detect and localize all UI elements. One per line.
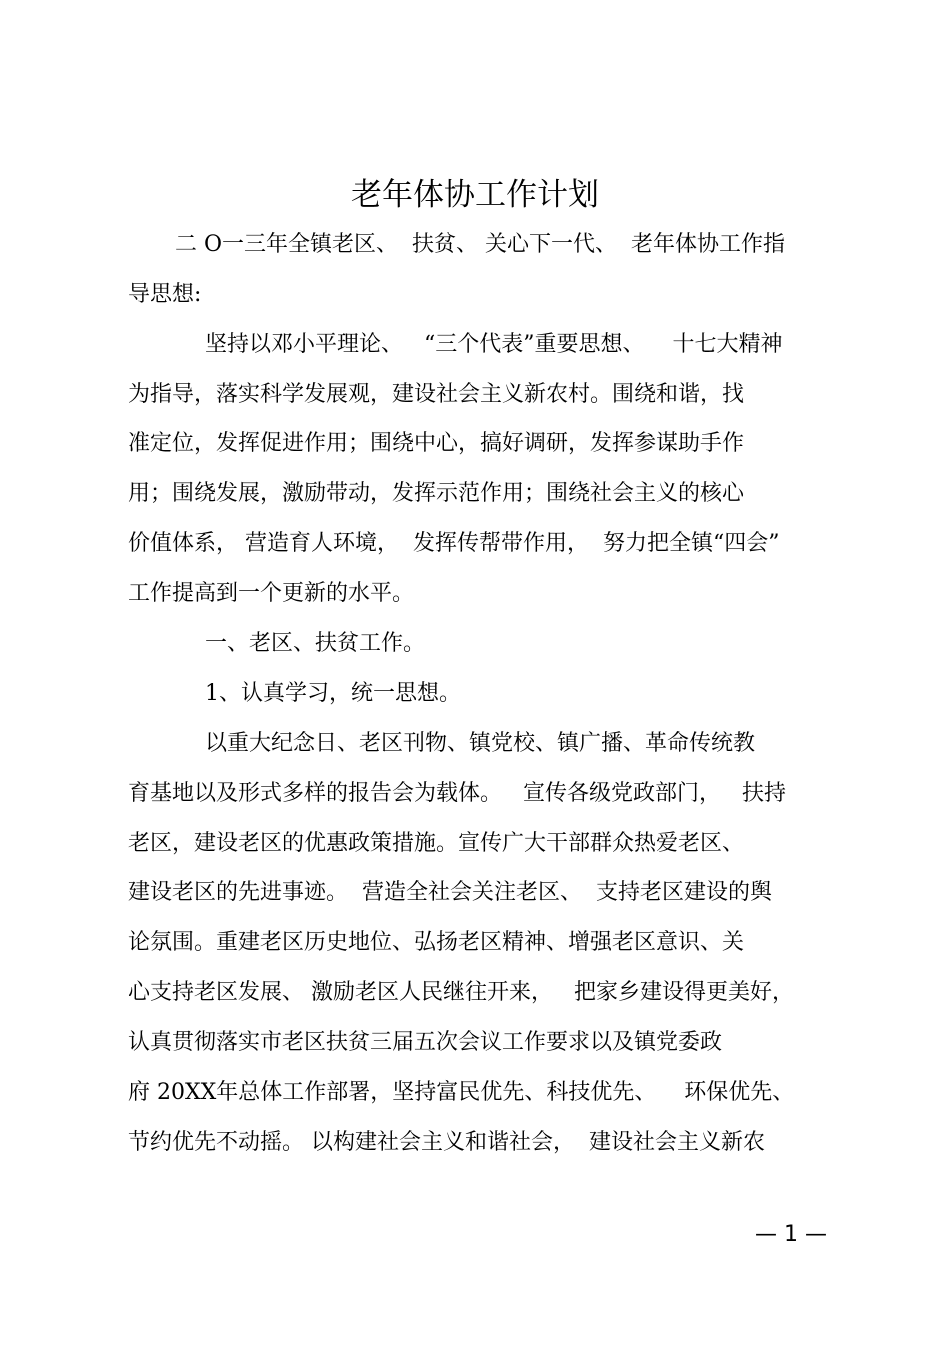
body-line-16: 心支持老区发展、 激励老区人民继往开来， 把家乡建设得更美好， (128, 980, 794, 1005)
body-line-7: 价值体系， 营造育人环境， 发挥传帮带作用， 努力把全镇“四会” (128, 531, 780, 556)
body-line-6: 用；围绕发展，激励带动，发挥示范作用；围绕社会主义的核心 (128, 481, 745, 506)
document-title: 老年体协工作计划 (351, 177, 599, 213)
body-line-5: 准定位，发挥促进作用；围绕中心，搞好调研，发挥参谋助手作 (128, 431, 745, 456)
body-line-14: 建设老区的先进事迹。 营造全社会关注老区、 支持老区建设的舆 (128, 880, 772, 905)
body-line-18: 府 20XX年总体工作部署，坚持富民优先、科技优先、 环保优先、 (128, 1080, 795, 1105)
body-line-8: 工作提高到一个更新的水平。 (128, 581, 415, 606)
page-number: — 1 — (755, 1222, 827, 1247)
body-line-13: 老区，建设老区的优惠政策措施。宣传广大干部群众热爱老区、 (128, 831, 745, 856)
body-line-2: 导思想: (128, 282, 202, 307)
body-line-4: 为指导，落实科学发展观，建设社会主义新农村。围绕和谐，找 (128, 382, 745, 407)
subsection-heading-1: 1、认真学习，统一思想。 (205, 681, 461, 706)
body-line-19: 节约优先不动摇。 以构建社会主义和谐社会， 建设社会主义新农 (128, 1130, 765, 1155)
body-line-17: 认真贯彻落实市老区扶贫三届五次会议工作要求以及镇党委政 (128, 1030, 723, 1055)
body-line-11: 以重大纪念日、老区刊物、镇党校、镇广播、革命传统教 (205, 731, 756, 756)
body-line-15: 论氛围。重建老区历史地位、弘扬老区精神、增强老区意识、关 (128, 930, 745, 955)
body-line-1: 二 O一三年全镇老区、 扶贫、 关心下一代、 老年体协工作指 (175, 232, 785, 257)
body-line-3: 坚持以邓小平理论、 “三个代表”重要思想、 十七大精神 (205, 332, 783, 357)
section-heading-1: 一、老区、扶贫工作。 (205, 631, 426, 656)
body-line-12: 育基地以及形式多样的报告会为载体。 宣传各级党政部门， 扶持 (128, 781, 786, 806)
